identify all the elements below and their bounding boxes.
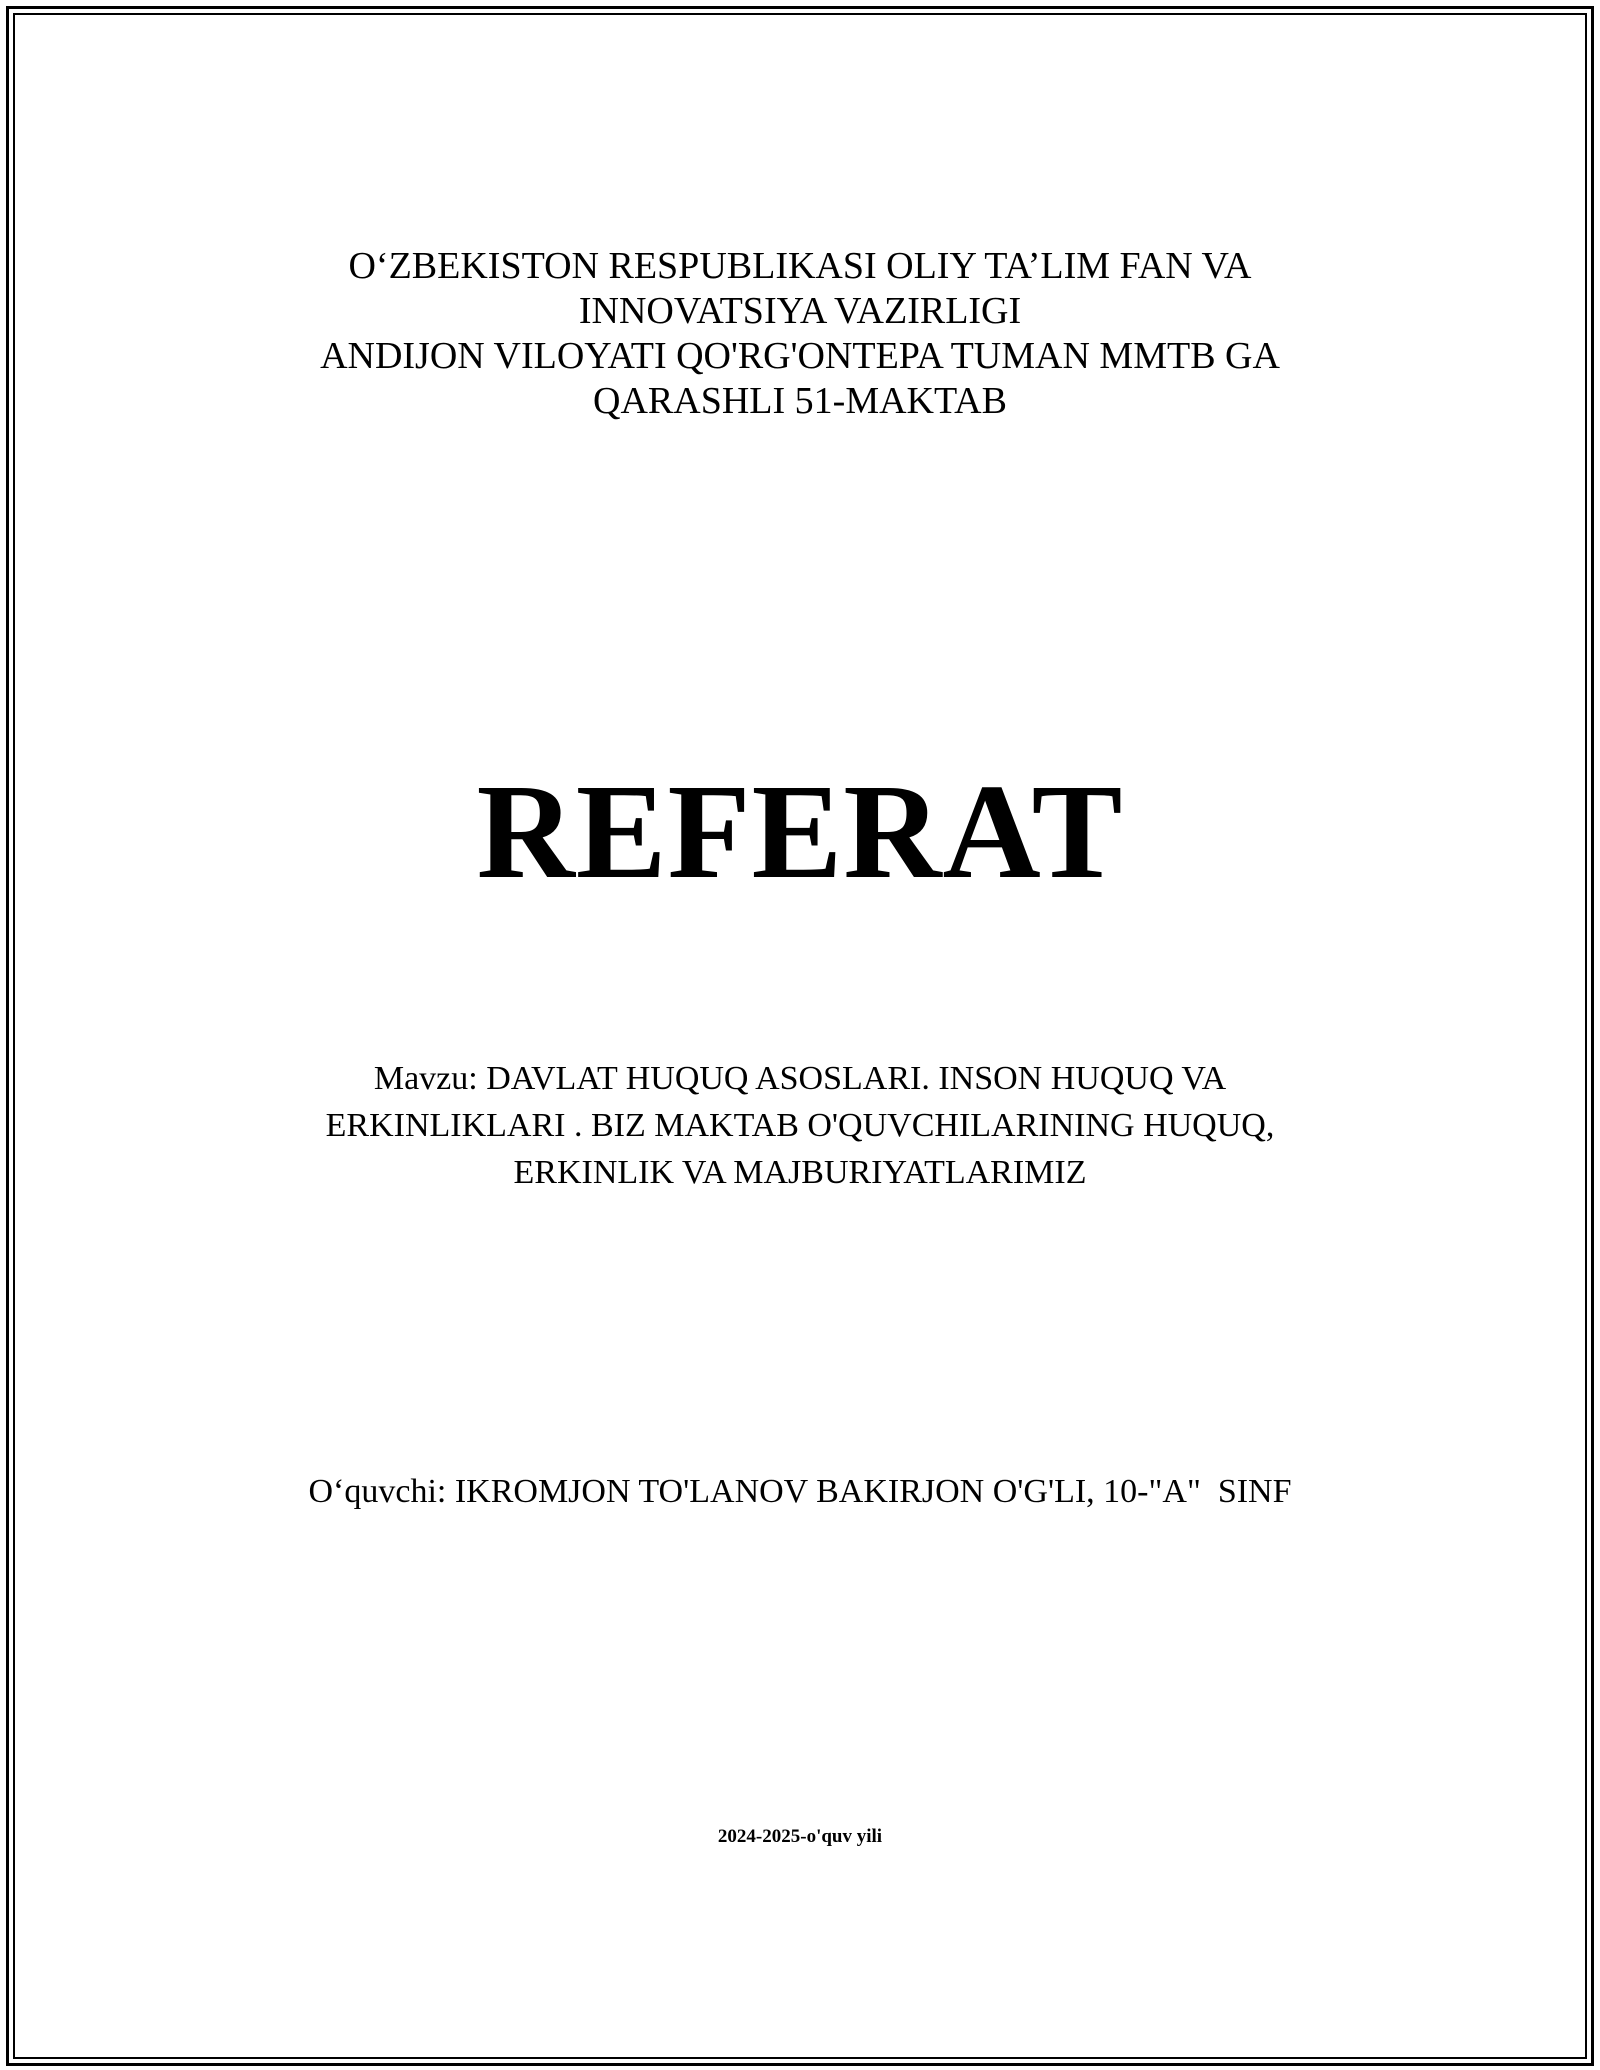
institution-header [0, 244, 1600, 424]
topic-block [0, 1055, 1600, 1196]
academic-year: 2024-2025-o'quv yili [717, 1826, 883, 1847]
institution-line: QARASHLI 51-MAKTAB [593, 380, 1007, 422]
institution-line: O‘ZBEKISTON RESPUBLIKASI OLIY TA’LIM FAN VA [348, 245, 1252, 287]
student-info: O‘quvchi: IKROMJON TO'LANOV BAKIRJON O'G'LI, 10-"A" SINF [308, 1473, 1292, 1510]
institution-line: INNOVATSIYA VAZIRLIGI [578, 290, 1022, 332]
topic-line: ERKINLIKLARI . BIZ MAKTAB O'QUVCHILARINING HUQUQ, [325, 1107, 1275, 1144]
document-title: REFERAT [476, 757, 1124, 907]
topic-line: ERKINLIK VA MAJBURIYATLARIMIZ [513, 1154, 1087, 1191]
topic-line: Mavzu: DAVLAT HUQUQ ASOSLARI. INSON HUQUQ VA [373, 1060, 1227, 1097]
institution-line: ANDIJON VILOYATI QO'RG'ONTEPA TUMAN MMTB GA [320, 335, 1280, 377]
